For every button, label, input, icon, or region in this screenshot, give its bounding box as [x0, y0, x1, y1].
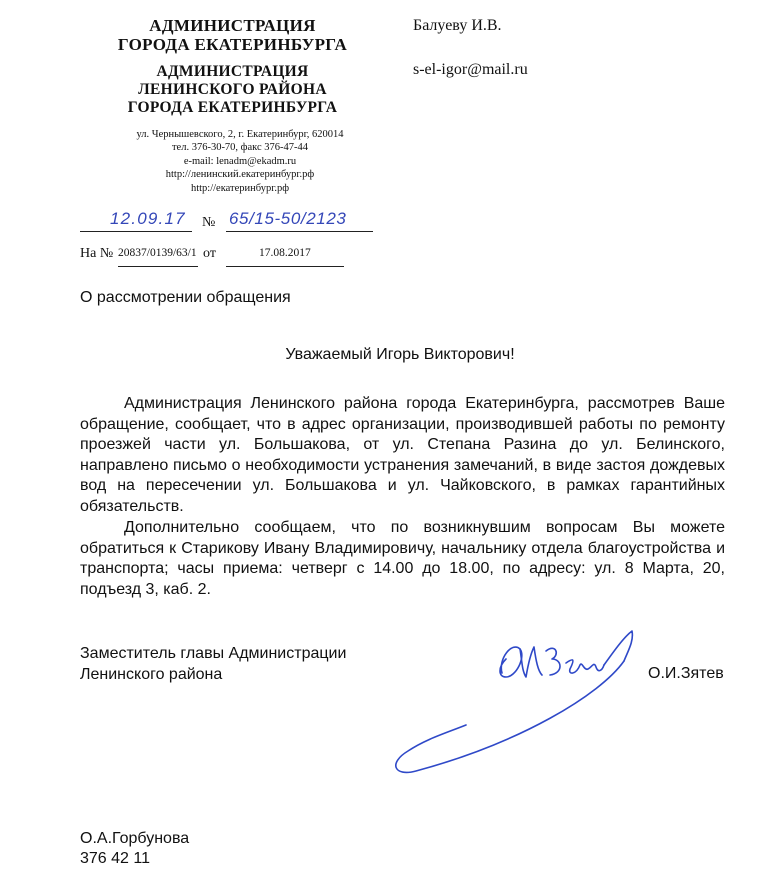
letter-subject: О рассмотрении обращения — [80, 289, 291, 306]
reference-number: 20837/0139/63/1 — [118, 247, 197, 259]
outgoing-number: 65/15-50/2123 — [229, 209, 347, 228]
dept-name-line1: АДМИНИСТРАЦИЯ — [156, 63, 309, 80]
signatory-role — [80, 643, 346, 685]
executor-info — [80, 829, 189, 869]
handwritten-signature — [370, 615, 650, 790]
outgoing-date-field — [80, 209, 192, 232]
outgoing-date: 12.09.17 — [110, 209, 186, 228]
executor-phone: 376 42 11 — [80, 850, 150, 867]
letterhead-contacts — [95, 128, 385, 195]
reference-number-field — [118, 244, 198, 267]
dept-name-line3: ГОРОДА ЕКАТЕРИНБУРГА — [127, 99, 338, 116]
letterhead-department — [80, 63, 385, 117]
recipient-email: s-el-igor@mail.ru — [413, 61, 528, 78]
salutation: Уважаемый Игорь Викторович! — [285, 346, 515, 363]
reference-label: На № — [80, 246, 114, 261]
contact-phone: тел. 376-30-70, факс 376-47-44 — [171, 142, 309, 154]
contact-district-site: http://ленинский.екатеринбург.рф — [165, 169, 315, 181]
signatory-role-line1: Заместитель главы Администрации — [80, 645, 347, 662]
org-name-line2: ГОРОДА ЕКАТЕРИНБУРГА — [117, 35, 348, 54]
dept-name-line2: ЛЕНИНСКОГО РАЙОНА — [138, 81, 327, 98]
reference-date-field — [226, 244, 344, 267]
contact-email: e-mail: lenadm@ekadm.ru — [183, 155, 297, 167]
reference-from-label: от — [203, 246, 216, 261]
org-name-line1: АДМИНИСТРАЦИЯ — [149, 16, 316, 35]
contact-city-site: http://екатеринбург.рф — [190, 182, 290, 194]
number-sign: № — [202, 215, 216, 230]
outgoing-number-field — [226, 209, 373, 232]
body-paragraph-1: Администрация Ленинского района города Екатеринбурга, рассмотрев Ваше обращение, сообщает, что в адрес организации, производившей работы по ремонту проезжей части ул. Большакова, от ул. Степана Разина до ул. Белинского, направлено письмо о необходимости устранения замечаний, в виде застоя дождевых вод на пересечении ул. Большакова и ул. Чайковского, в рамках гарантийных обязательств. — [80, 395, 725, 515]
executor-name: О.А.Горбунова — [80, 830, 190, 847]
signature-stroke — [396, 631, 633, 772]
signatory-role-line2: Ленинского района — [80, 666, 223, 683]
recipient-name: Балуеву И.В. — [413, 17, 502, 34]
reference-date: 17.08.2017 — [259, 247, 311, 259]
signatory-name: О.И.Зятев — [648, 665, 724, 682]
contact-address: ул. Чернышевского, 2, г. Екатеринбург, 620014 — [136, 129, 344, 140]
letterhead-organization — [80, 16, 385, 54]
body-paragraph-2: Дополнительно сообщаем, что по возникнувшим вопросам Вы можете обратиться к Старикову Ивану Владимировичу, начальнику отдела благоустройства и транспорта; часы приема: четверг с 14.00 до 18.00, по адресу: ул. 8 Марта, 20, подъезд 3, каб. 2. — [80, 519, 725, 598]
